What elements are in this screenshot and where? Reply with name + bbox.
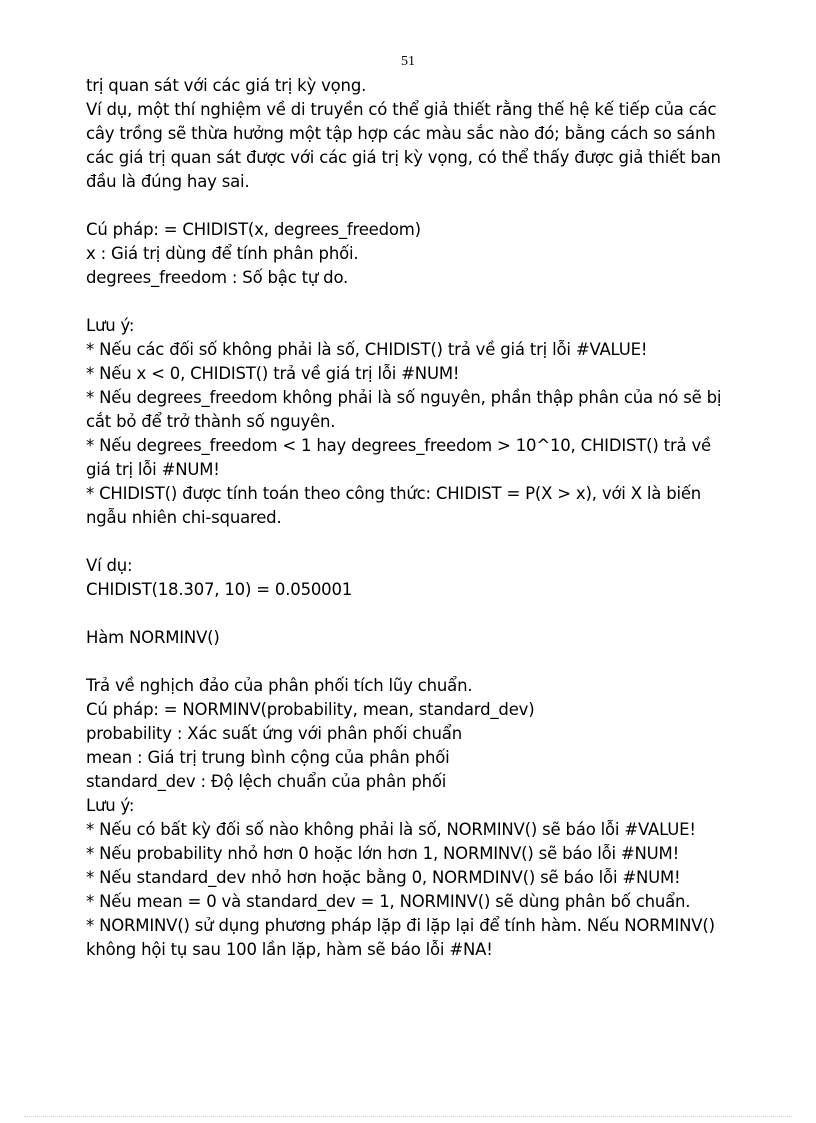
page-bottom-divider — [24, 1116, 792, 1117]
text-line: Cú pháp: = CHIDIST(x, degrees_freedom) — [86, 220, 421, 239]
text-line: * Nếu degrees_freedom < 1 hay degrees_freedom > 10^10, CHIDIST() trả về — [86, 436, 711, 455]
text-line: cắt bỏ để trở thành số nguyên. — [86, 412, 336, 431]
text-line: các giá trị quan sát được với các giá trị kỳ vọng, có thể thấy được giả thiết ban — [86, 148, 721, 167]
text-line: giá trị lỗi #NUM! — [86, 460, 220, 479]
text-line: đầu là đúng hay sai. — [86, 172, 250, 191]
blank-line — [86, 530, 756, 554]
text-line: * NORMINV() sử dụng phương pháp lặp đi lặp lại để tính hàm. Nếu NORMINV() — [86, 916, 715, 935]
text-line: standard_dev : Độ lệch chuẩn của phân phối — [86, 772, 447, 791]
blank-line — [86, 602, 756, 626]
text-line: * Nếu standard_dev nhỏ hơn hoặc bằng 0, NORMDINV() sẽ báo lỗi #NUM! — [86, 868, 681, 887]
text-line: x : Giá trị dùng để tính phân phối. — [86, 244, 359, 263]
text-line: không hội tụ sau 100 lần lặp, hàm sẽ báo lỗi #NA! — [86, 940, 493, 959]
text-line: ngẫu nhiên chi-squared. — [86, 508, 282, 527]
text-line: Ví dụ: — [86, 556, 133, 575]
blank-line — [86, 650, 756, 674]
text-line: Cú pháp: = NORMINV(probability, mean, standard_dev) — [86, 700, 535, 719]
text-line: * Nếu degrees_freedom không phải là số nguyên, phần thập phân của nó sẽ bị — [86, 388, 722, 407]
text-line: degrees_freedom : Số bậc tự do. — [86, 268, 349, 287]
text-line: * Nếu mean = 0 và standard_dev = 1, NORMINV() sẽ dùng phân bố chuẩn. — [86, 892, 691, 911]
blank-line — [86, 290, 756, 314]
text-line: Hàm NORMINV() — [86, 628, 220, 647]
text-line: mean : Giá trị trung bình cộng của phân phối — [86, 748, 450, 767]
text-line: * Nếu probability nhỏ hơn 0 hoặc lớn hơn 1, NORMINV() sẽ báo lỗi #NUM! — [86, 844, 679, 863]
text-line: * Nếu x < 0, CHIDIST() trả về giá trị lỗi #NUM! — [86, 364, 460, 383]
text-line: Ví dụ, một thí nghiệm về di truyền có thể giả thiết rằng thế hệ kế tiếp của các — [86, 100, 717, 119]
document-body — [86, 74, 756, 962]
text-line: probability : Xác suất ứng với phân phối chuẩn — [86, 724, 462, 743]
text-line: CHIDIST(18.307, 10) = 0.050001 — [86, 580, 353, 599]
text-line: Lưu ý: — [86, 316, 135, 335]
text-line: * Nếu các đối số không phải là số, CHIDIST() trả về giá trị lỗi #VALUE! — [86, 340, 648, 359]
text-line: * CHIDIST() được tính toán theo công thức: CHIDIST = P(X > x), với X là biến — [86, 484, 702, 503]
text-line: * Nếu có bất kỳ đối số nào không phải là số, NORMINV() sẽ báo lỗi #VALUE! — [86, 820, 696, 839]
blank-line — [86, 194, 756, 218]
text-line: trị quan sát với các giá trị kỳ vọng. — [86, 76, 367, 95]
text-line: Lưu ý: — [86, 796, 135, 815]
page-number: 51 — [401, 54, 415, 69]
text-line: Trả về nghịch đảo của phân phối tích lũy chuẩn. — [86, 676, 473, 695]
text-line: cây trồng sẽ thừa hưởng một tập hợp các màu sắc nào đó; bằng cách so sánh — [86, 124, 716, 143]
